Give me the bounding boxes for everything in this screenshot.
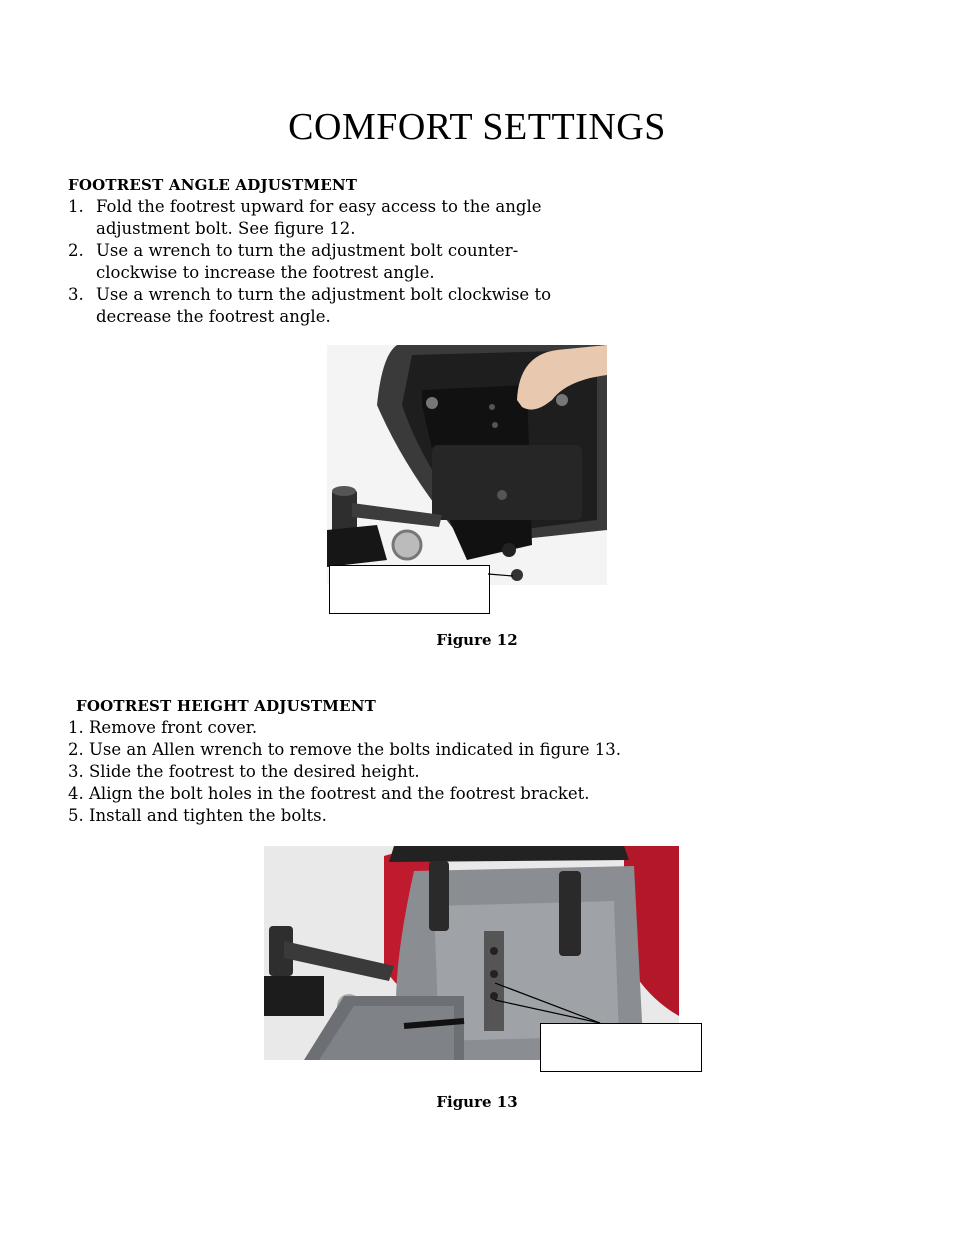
figure-12-callout-line	[488, 560, 518, 580]
figure-13-callout-lines	[490, 975, 610, 1045]
section-heading-angle: FOOTREST ANGLE ADJUSTMENT	[68, 176, 358, 194]
page-title: COMFORT SETTINGS	[288, 106, 666, 149]
list-item: 4. Align the bolt holes in the footrest and the footrest bracket.	[68, 784, 590, 803]
figure-12-photo	[327, 345, 607, 585]
list-item: 3. Slide the footrest to the desired height.	[68, 762, 420, 781]
height-steps-list	[68, 717, 708, 827]
list-item: 1. Remove front cover.	[68, 718, 258, 737]
list-item: 1. Fold the footrest upward for easy access to the angle adjustment bolt. See figure 12.	[68, 197, 542, 238]
list-item: 3. Use a wrench to turn the adjustment bolt clockwise to decrease the footrest angle.	[68, 285, 552, 326]
list-item: 2. Use an Allen wrench to remove the bolts indicated in figure 13.	[68, 740, 621, 759]
list-item: 2. Use a wrench to turn the adjustment bolt counter-clockwise to increase the footrest angle.	[68, 241, 519, 282]
list-item: 5. Install and tighten the bolts.	[68, 806, 327, 825]
figure-13-caption: Figure 13	[436, 1093, 518, 1111]
angle-steps-list	[68, 196, 588, 328]
figure-12-callout-box	[329, 565, 490, 614]
section-heading-height: FOOTREST HEIGHT ADJUSTMENT	[76, 697, 376, 715]
figure-12-caption: Figure 12	[436, 631, 518, 649]
